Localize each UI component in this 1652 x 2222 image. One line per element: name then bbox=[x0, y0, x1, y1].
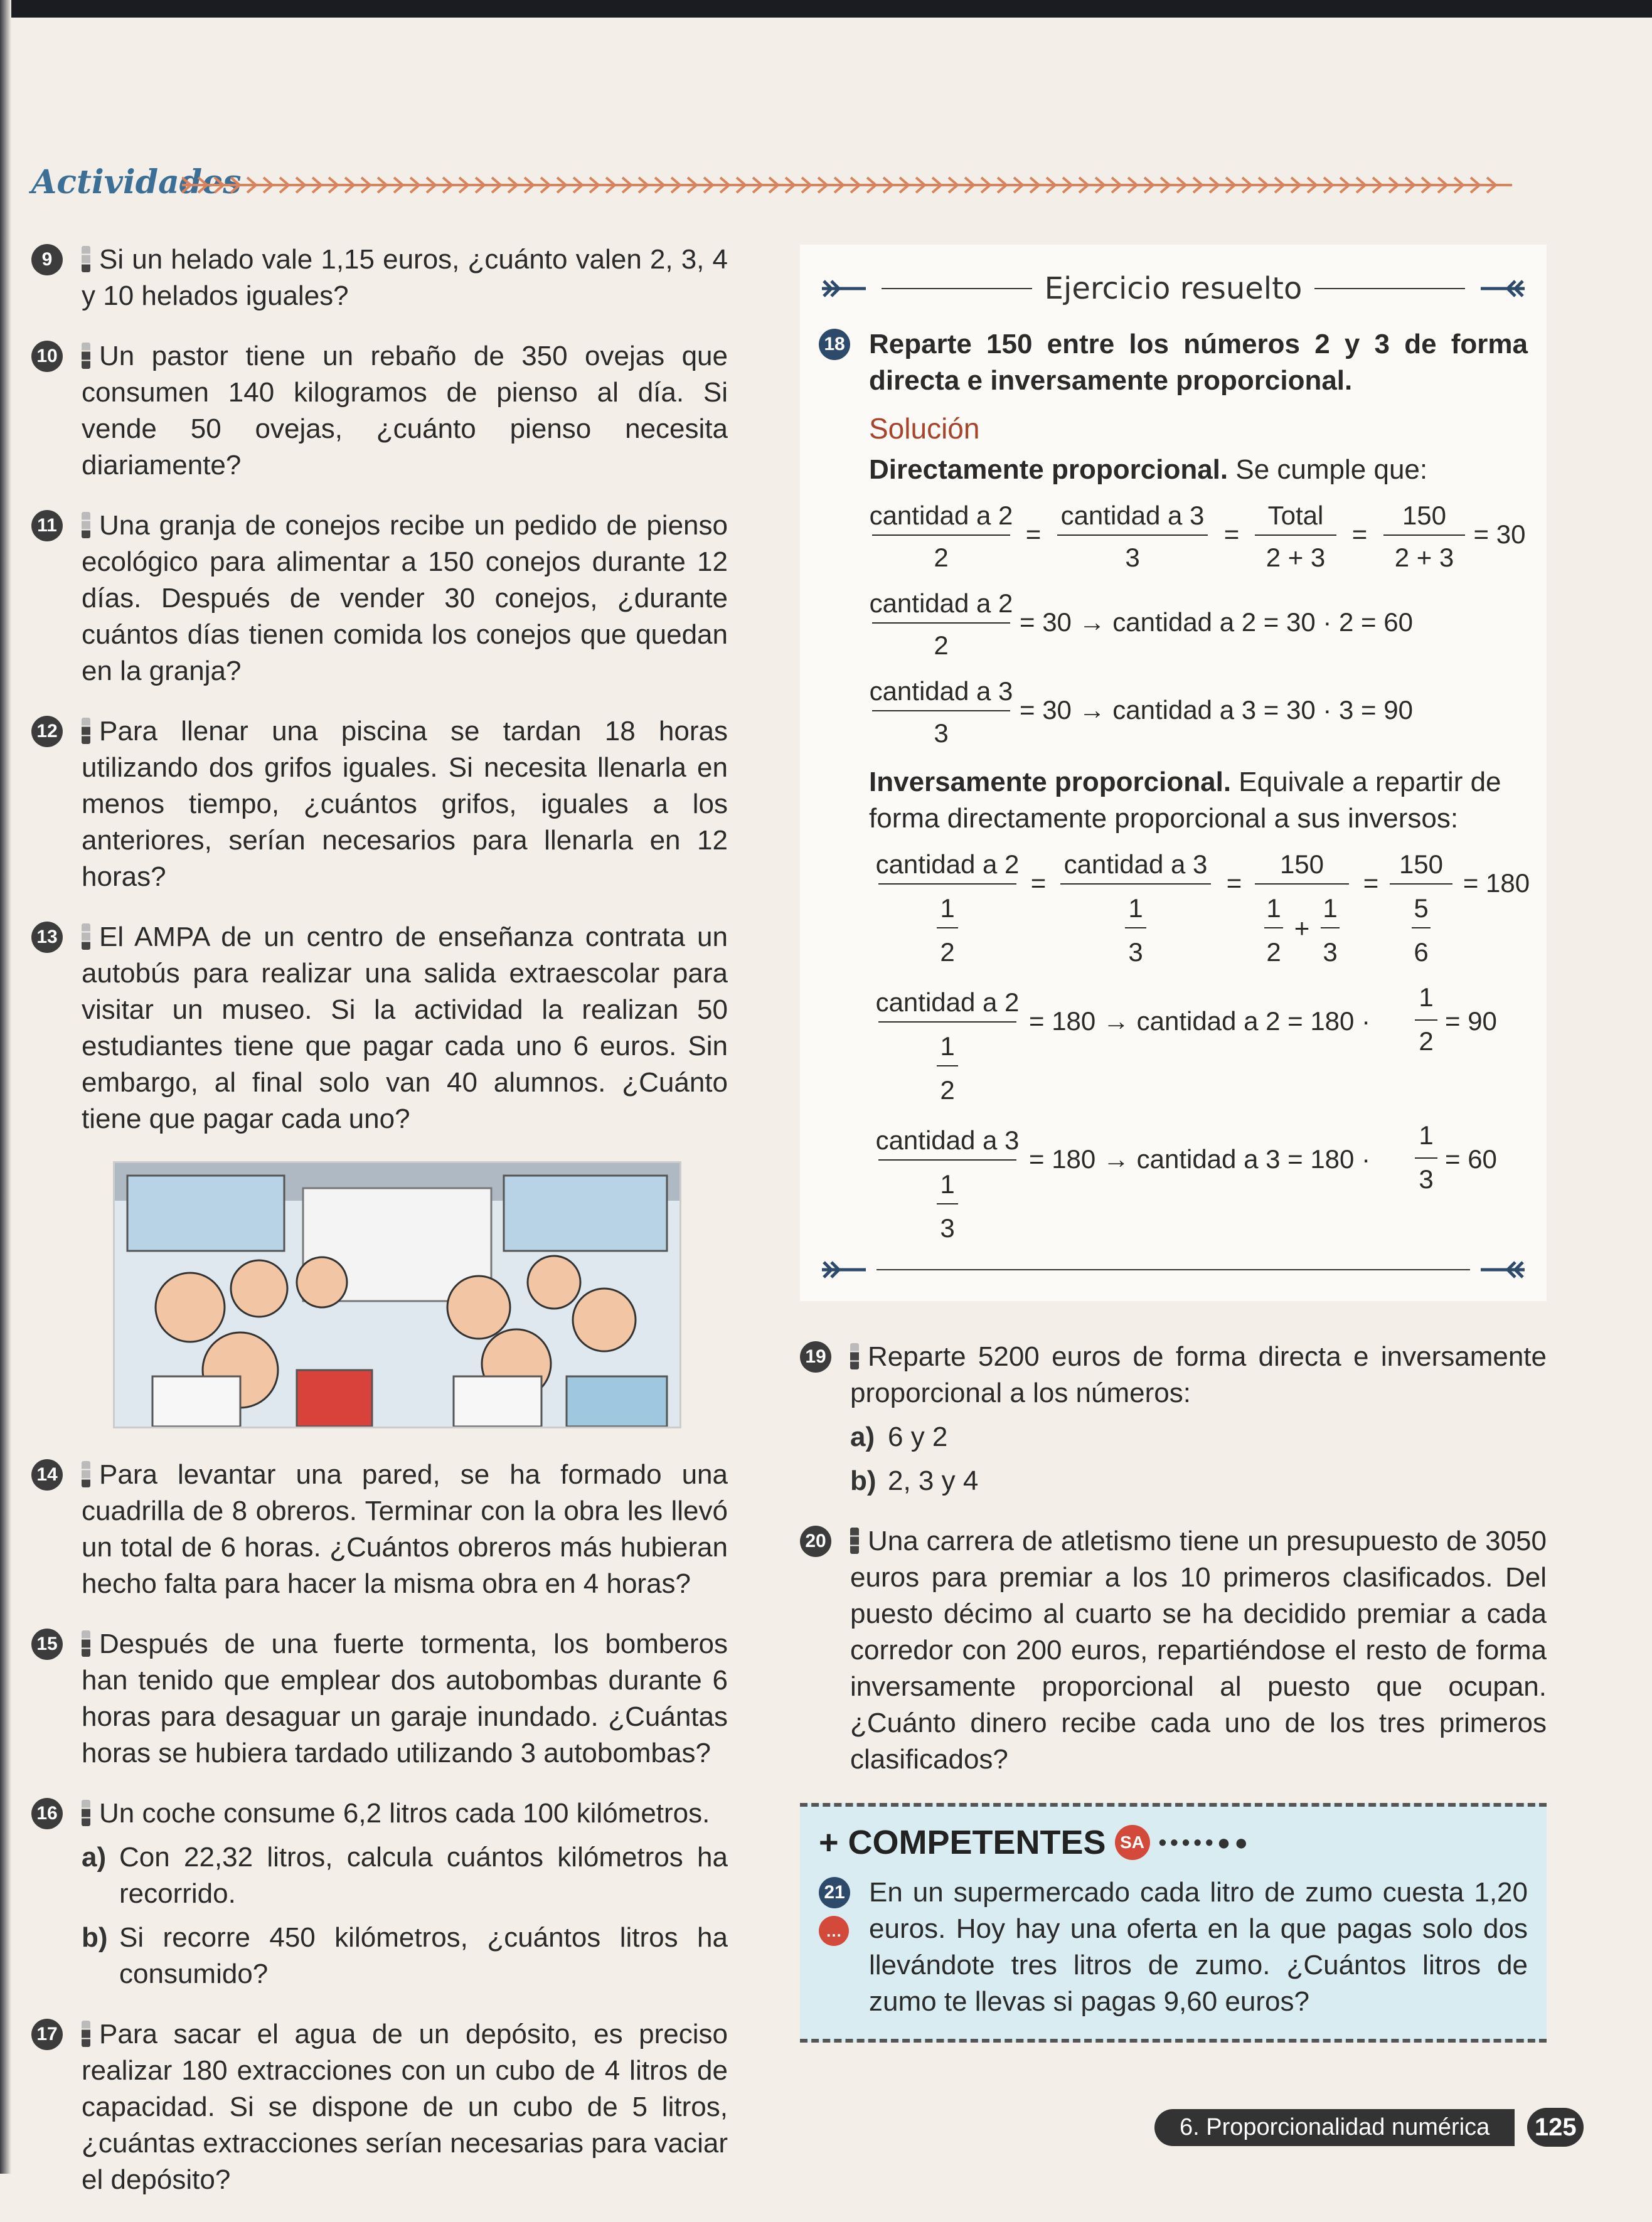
section-header bbox=[31, 154, 1525, 223]
exercise-14 bbox=[31, 1457, 728, 1602]
equals: = bbox=[1030, 868, 1047, 898]
page-footer bbox=[1154, 2108, 1584, 2147]
arrow-decoration-icon bbox=[182, 166, 1518, 204]
arrow-end-icon bbox=[1478, 1257, 1528, 1282]
difficulty-icon bbox=[850, 1528, 859, 1554]
result: = 30 → cantidad a 3 = 30 · 3 = 90 bbox=[1020, 695, 1413, 725]
chapter-label: 6. Proporcionalidad numérica bbox=[1154, 2109, 1515, 2146]
inverse-intro bbox=[869, 764, 1528, 837]
page-number: 125 bbox=[1527, 2108, 1584, 2147]
inner-numerator: 1 bbox=[940, 1031, 955, 1061]
subquestion-label: b) bbox=[850, 1465, 877, 1496]
exercise-18 bbox=[819, 326, 1528, 399]
subquestion-text: Con 22,32 litros, calcula cuántos kilómetros ha recorrido. bbox=[119, 1842, 728, 1909]
competentes-title: + COMPETENTES bbox=[819, 1824, 1106, 1861]
inner-denominator: 3 bbox=[940, 1213, 955, 1243]
solution-label: Solución bbox=[869, 412, 980, 445]
exercise-number: 15 bbox=[31, 1629, 63, 1660]
equation-direct-3 bbox=[869, 670, 1528, 752]
numerator: 1 bbox=[1419, 1120, 1434, 1150]
denominator: 2 bbox=[934, 630, 949, 660]
equation-inverse-2 bbox=[869, 981, 1528, 1113]
divider bbox=[1314, 288, 1465, 289]
inner-denominator: 3 bbox=[1323, 937, 1338, 967]
inner-numerator: 1 bbox=[1323, 893, 1338, 923]
inner-numerator: 5 bbox=[1414, 893, 1429, 923]
numerator: cantidad a 3 bbox=[875, 1125, 1020, 1155]
difficulty-icon bbox=[82, 246, 90, 272]
left-column bbox=[31, 242, 728, 2222]
result: = 180 bbox=[1463, 868, 1530, 898]
result-right: = 60 bbox=[1445, 1144, 1497, 1174]
direct-heading: Directamente proporcional. bbox=[869, 454, 1228, 485]
difficulty-icon bbox=[82, 718, 90, 744]
exercise-text: Una granja de conejos recibe un pedido de pienso ecológico para alimentar a 150 conejos durante 12 días. Después de vender 30 conejos, ¿durante cuántos días tienen comida los conejos que quedan en la granja? bbox=[82, 510, 728, 686]
exercise-number: 9 bbox=[31, 244, 63, 275]
dots-decoration-icon: •••••●● bbox=[1158, 1829, 1252, 1855]
plus: + bbox=[1294, 913, 1310, 943]
inner-numerator: 1 bbox=[940, 1169, 955, 1199]
subquestion-label: b) bbox=[82, 1922, 108, 1953]
result-left: = 180 → cantidad a 2 = 180 · bbox=[1029, 1006, 1371, 1036]
result-left: = 180 → cantidad a 3 = 180 · bbox=[1029, 1144, 1371, 1174]
exercise-number: 11 bbox=[31, 510, 63, 541]
exercise-text: Un pastor tiene un rebaño de 350 ovejas que consumen 140 kilogramos de pienso al día. Si vende 50 ovejas, ¿cuánto pienso necesita diariamente? bbox=[82, 341, 728, 481]
inner-denominator: 2 bbox=[940, 1075, 955, 1105]
denominator: 3 bbox=[934, 718, 949, 748]
exercise-number: 10 bbox=[31, 341, 63, 372]
denominator: 2 bbox=[1419, 1026, 1434, 1056]
equation-direct-chain bbox=[869, 494, 1528, 576]
numerator: cantidad a 2 bbox=[875, 849, 1020, 879]
exercise-number: 18 bbox=[819, 329, 850, 360]
subquestion-b bbox=[82, 1920, 728, 1992]
exercise-number: 21 bbox=[819, 1877, 850, 1908]
exercise-text: En un supermercado cada litro de zumo cuesta 1,20 euros. Hoy hay una oferta en la que pagas solo dos llevándote tres litros de zumo. ¿Cuántos litros de zumo te llevas si pagas 9,60 euros? bbox=[869, 1877, 1528, 2017]
exercise-text: Para llenar una piscina se tardan 18 horas utilizando dos grifos iguales. Si necesita llenarla en menos tiempo, ¿cuántos grifos, iguales a los anteriores, serían necesarios para llenarla en 12 horas? bbox=[82, 716, 728, 892]
exercise-10 bbox=[31, 338, 728, 484]
denominator: 2 + 3 bbox=[1266, 543, 1326, 572]
exercise-number: 13 bbox=[31, 922, 63, 953]
direct-text: Se cumple que: bbox=[1228, 454, 1428, 485]
result: = 30 bbox=[1473, 519, 1526, 549]
exercise-text: Si un helado vale 1,15 euros, ¿cuánto valen 2, 3, 4 y 10 helados iguales? bbox=[82, 244, 728, 311]
arrow-start-icon bbox=[819, 276, 869, 301]
exercise-number: 20 bbox=[800, 1526, 831, 1557]
bus-students-illustration bbox=[113, 1161, 681, 1428]
page-edge-left bbox=[0, 0, 11, 2174]
exercise-9 bbox=[31, 242, 728, 314]
inner-denominator: 6 bbox=[1414, 937, 1429, 967]
inverse-text: Equivale a repartir de forma directamente proporcional a sus inversos: bbox=[869, 767, 1501, 834]
exercise-text: Después de una fuerte tormenta, los bomberos han tenido que emplear dos autobombas durante 6 horas para desaguar un garaje inundado. ¿Cuántas horas se hubiera tardado utilizando 3 autobombas? bbox=[82, 1629, 728, 1768]
right-column bbox=[800, 245, 1547, 2043]
inner-numerator: 1 bbox=[940, 893, 955, 923]
difficulty-icon bbox=[82, 923, 90, 950]
subquestion-text: 2, 3 y 4 bbox=[888, 1465, 979, 1496]
subquestion-label: a) bbox=[850, 1422, 875, 1452]
numerator: cantidad a 2 bbox=[875, 987, 1020, 1017]
inner-denominator: 2 bbox=[1266, 937, 1281, 967]
denominator: 2 + 3 bbox=[1394, 543, 1454, 572]
competentes-box bbox=[800, 1803, 1547, 2043]
direct-intro bbox=[869, 452, 1528, 488]
exercise-text: Una carrera de atletismo tiene un presupuesto de 3050 euros para premiar a los 10 primeros clasificados. Del puesto décimo al cuarto se ha decidido premiar a cada corredor con 200 euros, repartiéndose el resto de forma inversamente proporcional al puesto que ocupan. ¿Cuánto dinero recibe cada uno de los tres primeros clasificados? bbox=[850, 1526, 1547, 1775]
difficulty-icon bbox=[82, 1800, 90, 1826]
exercise-15 bbox=[31, 1626, 728, 1772]
solved-exercise-box bbox=[800, 245, 1547, 1301]
result-right: = 90 bbox=[1445, 1006, 1497, 1036]
difficulty-icon bbox=[82, 1461, 90, 1487]
exercise-17 bbox=[31, 2016, 728, 2198]
subquestion-text: 6 y 2 bbox=[888, 1422, 948, 1452]
inverse-heading: Inversamente proporcional. bbox=[869, 767, 1232, 797]
subquestion-text: Si recorre 450 kilómetros, ¿cuántos litros ha consumido? bbox=[119, 1922, 728, 1989]
arrow-end-icon bbox=[1478, 276, 1528, 301]
sa-badge-icon: SA bbox=[1115, 1825, 1150, 1860]
difficulty-icon bbox=[82, 512, 90, 538]
equation-inverse-3 bbox=[869, 1119, 1528, 1251]
divider bbox=[877, 1269, 1470, 1270]
inner-numerator: 1 bbox=[1128, 893, 1143, 923]
difficulty-icon bbox=[82, 2021, 90, 2047]
exercise-number: 17 bbox=[31, 2019, 63, 2050]
difficulty-icon bbox=[82, 1630, 90, 1657]
equals: = bbox=[1025, 519, 1042, 549]
arrow-start-icon bbox=[819, 1257, 869, 1282]
exercise-number: 14 bbox=[31, 1459, 63, 1491]
exercise-20 bbox=[800, 1523, 1547, 1778]
numerator: 150 bbox=[1279, 849, 1324, 879]
numerator: Total bbox=[1267, 501, 1324, 530]
equals: = bbox=[1363, 868, 1379, 898]
numerator: 1 bbox=[1419, 982, 1434, 1012]
exercise-number: 12 bbox=[31, 716, 63, 747]
equals: = bbox=[1351, 519, 1368, 549]
exercise-text: El AMPA de un centro de enseñanza contrata un autobús para realizar una salida extraescolar para visitar un museo. Si la actividad la realizan 50 estudiantes tiene que pagar cada uno 6 euros. Sin embargo, al final solo van 40 alumnos. ¿Cuánto tiene que pagar cada uno? bbox=[82, 922, 728, 1134]
difficulty-icon bbox=[850, 1343, 859, 1369]
exercise-12 bbox=[31, 713, 728, 895]
equation-direct-2 bbox=[869, 582, 1528, 664]
section-title: Actividades bbox=[31, 163, 242, 201]
solved-title: Ejercicio resuelto bbox=[1044, 271, 1303, 306]
exercise-number: 16 bbox=[31, 1798, 63, 1829]
equals: = bbox=[1223, 519, 1240, 549]
exercise-text: Un coche consume 6,2 litros cada 100 kilómetros. bbox=[99, 1798, 710, 1829]
numerator: cantidad a 3 bbox=[869, 676, 1013, 706]
exercise-19 bbox=[800, 1339, 1547, 1499]
inner-denominator: 2 bbox=[940, 937, 955, 967]
exercise-text: Para sacar el agua de un depósito, es preciso realizar 180 extracciones con un cubo de 4 litros de capacidad. Si se dispone de un cubo de 5 litros, ¿cuántas extracciones serían necesarias para vaciar el depósito? bbox=[82, 2019, 728, 2195]
numerator: cantidad a 2 bbox=[869, 501, 1013, 530]
equals: = bbox=[1226, 868, 1242, 898]
denominator: 2 bbox=[934, 543, 949, 572]
numerator: cantidad a 3 bbox=[1063, 849, 1208, 879]
subquestion-b bbox=[850, 1463, 1547, 1499]
subquestion-label: a) bbox=[82, 1842, 107, 1873]
page-edge-top bbox=[0, 0, 1652, 18]
numerator: cantidad a 3 bbox=[1060, 501, 1205, 530]
exercise-16 bbox=[31, 1795, 728, 1992]
denominator: 3 bbox=[1125, 543, 1140, 572]
difficulty-icon bbox=[82, 343, 90, 369]
exercise-text: Para levantar una pared, se ha formado una cuadrilla de 8 obreros. Terminar con la obra les llevó un total de 6 horas. ¿Cuántos obreros más hubieran hecho falta para hacer la misma obra en 4 horas? bbox=[82, 1459, 728, 1599]
exercise-11 bbox=[31, 508, 728, 689]
numerator: cantidad a 2 bbox=[869, 588, 1013, 618]
divider bbox=[882, 288, 1032, 289]
numerator: 150 bbox=[1402, 501, 1447, 530]
subquestion-a bbox=[82, 1839, 728, 1912]
exercise-text: Reparte 5200 euros de forma directa e inversamente proporcional a los números: bbox=[850, 1341, 1547, 1408]
numerator: 150 bbox=[1399, 849, 1444, 879]
inner-denominator: 3 bbox=[1128, 937, 1143, 967]
inner-numerator: 1 bbox=[1266, 893, 1281, 923]
solved-header bbox=[819, 270, 1528, 307]
speech-bubble-icon: … bbox=[819, 1916, 849, 1946]
exercise-number: 19 bbox=[800, 1341, 831, 1373]
exercise-21 bbox=[819, 1874, 1528, 2020]
exercise-13 bbox=[31, 919, 728, 1137]
equation-inverse-chain bbox=[869, 843, 1528, 975]
exercise-text: Reparte 150 entre los números 2 y 3 de forma directa e inversamente proporcional. bbox=[869, 329, 1528, 396]
denominator: 3 bbox=[1419, 1164, 1434, 1194]
subquestion-a bbox=[850, 1419, 1547, 1455]
competentes-header bbox=[819, 1823, 1528, 1862]
solved-footer bbox=[819, 1257, 1528, 1282]
result: = 30 → cantidad a 2 = 30 · 2 = 60 bbox=[1020, 607, 1413, 637]
